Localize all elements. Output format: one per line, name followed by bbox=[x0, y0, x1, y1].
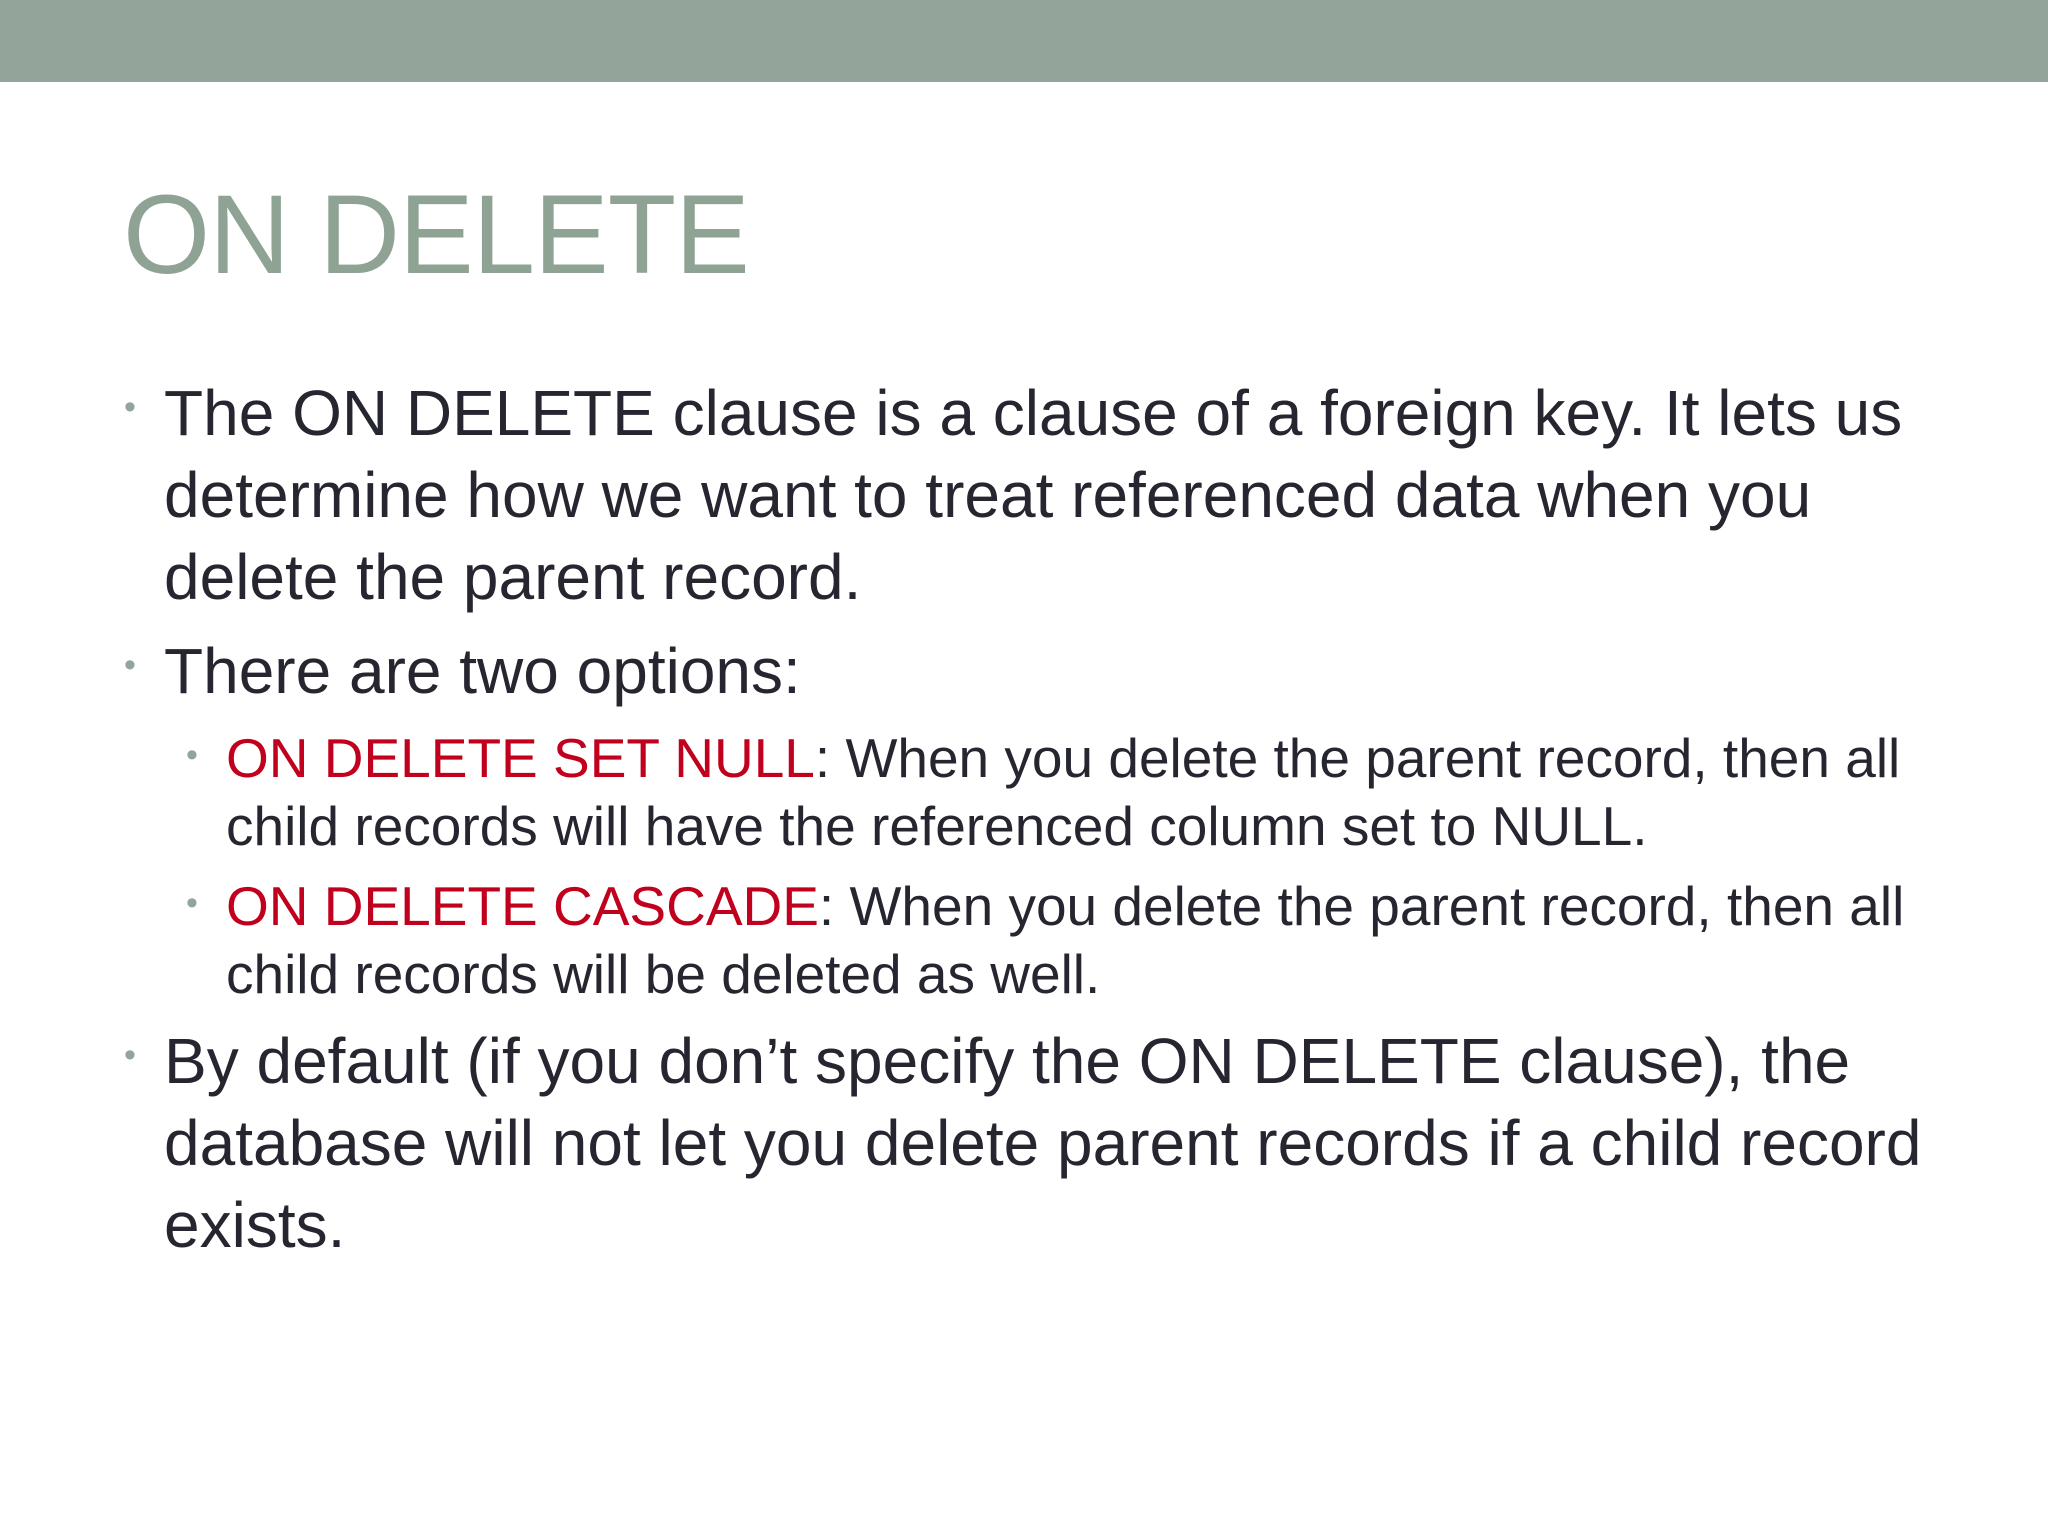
sub-bullet-list bbox=[118, 724, 1948, 1008]
sub-bullet-text: : When you delete the parent record, then all child records will be deleted as well. bbox=[226, 875, 1905, 1005]
bullet-item bbox=[118, 630, 1948, 712]
bullet-text: There are two options: bbox=[164, 635, 801, 707]
sub-bullet-text: : When you delete the parent record, then all child records will have the referenced column set to NULL. bbox=[226, 727, 1901, 857]
bullet-dot-icon: • bbox=[186, 884, 198, 922]
bullet-text: The ON DELETE clause is a clause of a foreign key. It lets us determine how we want to treat referenced data when you delete the parent record. bbox=[164, 377, 1903, 613]
bullet-dot-icon: • bbox=[124, 388, 136, 426]
bullet-dot-icon: • bbox=[124, 646, 136, 684]
slide-title: ON DELETE bbox=[123, 172, 749, 297]
highlight-term: ON DELETE CASCADE bbox=[226, 875, 819, 937]
top-accent-bar bbox=[0, 0, 2048, 82]
bullet-dot-icon: • bbox=[186, 736, 198, 774]
sub-bullet-item bbox=[180, 724, 1948, 860]
bullet-item bbox=[118, 372, 1948, 618]
highlight-term: ON DELETE SET NULL bbox=[226, 727, 815, 789]
bullet-dot-icon: • bbox=[124, 1036, 136, 1074]
sub-bullet-item bbox=[180, 872, 1948, 1008]
bullet-item bbox=[118, 1020, 1948, 1266]
slide-content bbox=[118, 372, 1948, 1278]
bullet-text: By default (if you don’t specify the ON DELETE clause), the database will not let you delete parent records if a child record exists. bbox=[164, 1025, 1922, 1261]
